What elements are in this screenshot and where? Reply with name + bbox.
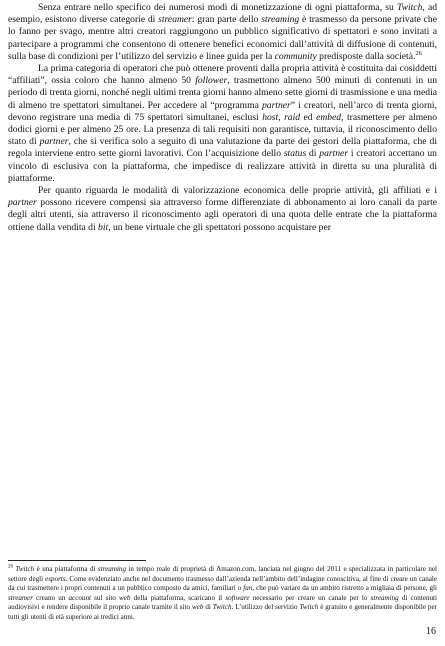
italic-term: streamer (8, 593, 33, 602)
paragraph-twitch-monetization: Senza entrare nello specifico dei numerosi modi di monetizzazione di ogni piattaforma, su Twitch, ad esempio, esistono diverse categorie di streamer: gran parte dello streaming è trasmesso da persone private che lo fanno per svago, mentre altri creatori raggiungono un pubblico significativo di spettatori e sono invitati a partecipare a programmi che consentono di ottenere benefici economici dall’attività di diffusione di contenuti, sulla base di condizioni per l’utilizzo del servizio e linee guida per la community predisposte dalla società.$^{26}$ (8, 2, 437, 62)
italic-term: streaming (261, 14, 300, 26)
footnote-marker: 26 (8, 564, 13, 570)
italic-term: status (283, 148, 307, 160)
footnote-26: $^{26}$ Twitch è una piattaforma di streaming in tempo reale di proprietà di Amazon.com, lanciata nel giugno del 2011 e specializzata in particolare nel settore degli esports. Come evidenziato anche nel documento trasmesso dall’azienda nell’ambito dell’indagine conoscitiva, al fine di creare un canale da cui trasmettere i propri contenuti a un pubblico composto da amici, familiari o fan, che può variare da un ambito ristretto a migliaia di persone, gli streamer creano un account sul sito web della piattaforma, scaricano il software necessario per creare un canale per lo streaming di contenuti audiovisivi e rendere disponibile il proprio canale tramite il sito web di Twitch. L’utilizzo del servizio Twitch è gratuito e generalmente disponibile per tutti gli utenti di età superiore ai tredici anni. (8, 564, 438, 621)
italic-term: follower (195, 75, 228, 87)
italic-term: web (119, 593, 131, 602)
italic-term: Twitch (15, 565, 35, 573)
italic-term: software (225, 593, 250, 602)
italic-term: account (68, 593, 91, 602)
italic-term: fan (243, 584, 253, 593)
footnote-separator (8, 560, 146, 561)
italic-term: partner (261, 99, 291, 111)
italic-term: host (262, 111, 279, 123)
italic-term: Twitch (299, 603, 319, 612)
italic-term: streaming (97, 565, 127, 573)
italic-term: bit (98, 221, 109, 233)
italic-term: partner (319, 148, 349, 160)
body-text (8, 2, 437, 234)
italic-term: partner (39, 136, 69, 148)
italic-term: streaming (370, 593, 399, 602)
italic-term: embed (316, 111, 342, 123)
paragraph-revenue-modes: Per quanto riguarda le modalità di valorizzazione economica delle proprie attività, gli affiliati e i partner possono ricevere compensi sia attraverso forme differenziate di abbonamento ai loro canali da parte degli altri utenti, sia attraverso il riconoscimento agli operatori di una quota delle entrate che la piattaforma ottiene dalla vendita di bit, un bene virtuale che gli spettatori possono acquistare per (8, 185, 437, 233)
italic-term: raid (284, 111, 301, 123)
italic-term: partner (8, 197, 37, 209)
italic-term: esports (45, 574, 66, 583)
italic-term: community (274, 50, 317, 62)
footnote-marker: 26 (415, 49, 422, 57)
italic-term: Twitch (396, 2, 423, 13)
paragraph-affiliates-partners: La prima categoria di operatori che può ottenere proventi dalla propria attività è costituita dai cosiddetti “affiliati”, ossia coloro che hanno almeno 50 follower, trasmettono almeno 500 minuti di contenuti in un periodo di trenta giorni, nonché negli ultimi trenta giorni hanno almeno sette giorni di trasmissione e una media di almeno tre spettatori simultanei. Per accedere al “programma partner” i creatori, nell’arco di trenta giorni, devono registrare una media di 75 spettatori simultanei, esclusi host, raid ed embed, trasmettere per almeno dodici giorni e per almeno 25 ore. La presenza di tali requisiti non garantisce, tuttavia, il riconoscimento dello stato di partner, che si verifica solo a seguito di una valutazione da parte dei gestori della piattaforma, che di regola interviene entro sette giorni lavorativi. Con l’acquisizione dello status di partner i creatori accettano un vincolo di esclusiva con la piattaforma, che impedisce di realizzare attività in diretta su una pluralità di piattaforme. (8, 63, 438, 184)
page-number: 16 (426, 626, 436, 637)
italic-term: Twitch (212, 603, 232, 612)
italic-term: web (191, 603, 204, 612)
italic-term: streamer (158, 14, 192, 26)
